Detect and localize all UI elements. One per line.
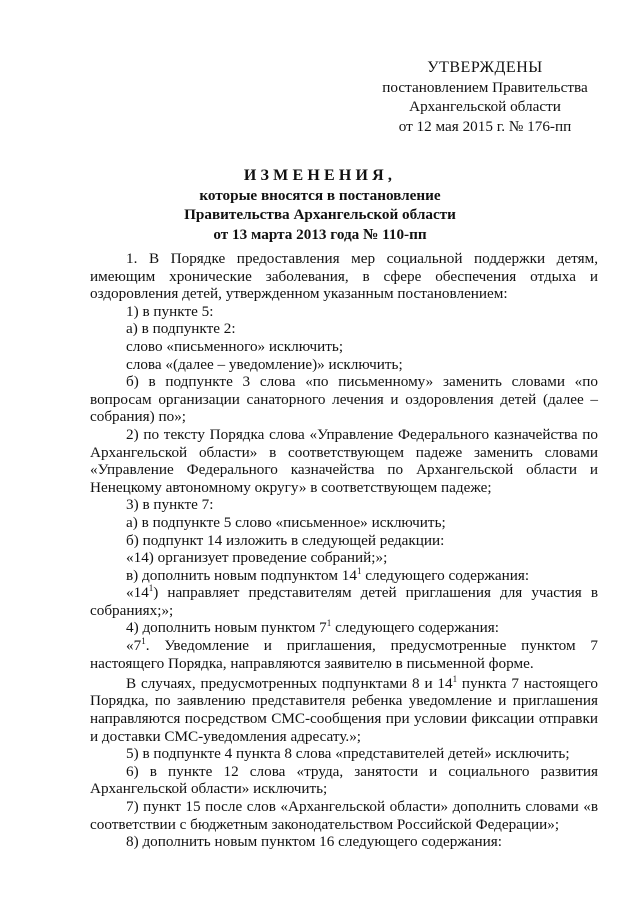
paragraph: 5) в подпункте 4 пункта 8 слова «представителей детей» исключить;: [126, 745, 570, 763]
approval-heading: УТВЕРЖДЕНЫ: [427, 59, 543, 76]
paragraph: 8) дополнить новым пунктом 16 следующего содержания:: [126, 833, 503, 851]
title-line: которые вносятся в постановление: [199, 186, 441, 204]
approval-line: Архангельской области: [409, 98, 561, 115]
paragraph: [90, 675, 598, 745]
paragraph: 6) в пункте 12 слова «труда, занятости и социального развития Архангельской области» исключить;: [90, 762, 598, 798]
document-title: [90, 166, 550, 244]
paragraph: слово «письменного» исключить;: [126, 337, 344, 355]
paragraph: [90, 567, 598, 585]
paragraph: [90, 619, 598, 637]
paragraph: слова «(далее – уведомление)» исключить;: [126, 355, 403, 373]
text-run: ) направляет представителям детей приглашения для участия в собраниях;»;: [90, 584, 598, 619]
text-run: 4) дополнить новым пунктом 7: [126, 619, 327, 637]
paragraph: [90, 637, 598, 672]
text-run: . Уведомление и приглашения, предусмотренные пунктом 7 настоящего Порядка, направляются заявителю в письменной форме.: [90, 637, 598, 672]
text-run: пункта 7 настоящего Порядка, по заявлению представителя ребенка уведомление и приглашения направляются посредством СМС-сообщения при условии фиксации отправки и доставки СМС-уведомления адресату.»;: [90, 674, 598, 745]
superscript: 1: [148, 583, 154, 594]
paragraph: 7) пункт 15 после слов «Архангельской области» дополнить словами «в соответствии с бюджетным законодательством Российской Федерации»;: [90, 798, 598, 833]
superscript: 1: [452, 673, 458, 684]
paragraph: [90, 584, 598, 619]
approval-line: от 12 мая 2015 г. № 176-пп: [398, 117, 572, 135]
paragraph: а) в подпункте 5 слово «письменное» исключить;: [126, 513, 446, 531]
paragraph: 1. В Порядке предоставления мер социальной поддержки детям, имеющим хронические заболевания, в сфере обеспечения отдыха и оздоровления детей, утвержденном указанным постановлением:: [90, 250, 598, 303]
text-run: в) дополнить новым подпунктом 14: [126, 566, 357, 584]
paragraph: а) в подпункте 2:: [126, 320, 236, 338]
title-main: ИЗМЕНЕНИЯ,: [243, 167, 397, 184]
title-line: от 13 марта 2013 года № 110-пп: [213, 225, 427, 243]
approval-line: постановлением Правительства: [382, 78, 588, 96]
document-body: [90, 250, 598, 851]
approval-stamp: [340, 58, 630, 136]
superscript: 1: [326, 618, 332, 629]
paragraph: б) в подпункте 3 слова «по письменному» заменить словами «по вопросам организации санаторного лечения и оздоровления детей (далее – собрания) по»;: [90, 373, 598, 426]
text-run: В случаях, предусмотренных подпунктами 8 и 14: [126, 674, 453, 692]
text-run: следующего содержания:: [331, 619, 499, 637]
paragraph: 2) по тексту Порядка слова «Управление Федерального казначейства по Архангельской области» в соответствующем падеже заменить словами «Управление Федерального казначейства по Архангельской области и Ненецкому автономному округу» в соответствующем падеже;: [90, 425, 598, 496]
text-run: следующего содержания:: [361, 566, 530, 584]
paragraph: 3) в пункте 7:: [126, 496, 214, 514]
superscript: 1: [356, 565, 362, 576]
title-line: Правительства Архангельской области: [184, 206, 456, 223]
paragraph: 1) в пункте 5:: [126, 302, 214, 320]
paragraph: б) подпункт 14 изложить в следующей редакции:: [126, 531, 445, 549]
paragraph: «14) организует проведение собраний;»;: [126, 549, 388, 567]
superscript: 1: [141, 636, 146, 647]
text-run: «7: [126, 637, 142, 655]
text-run: «14: [126, 584, 149, 602]
